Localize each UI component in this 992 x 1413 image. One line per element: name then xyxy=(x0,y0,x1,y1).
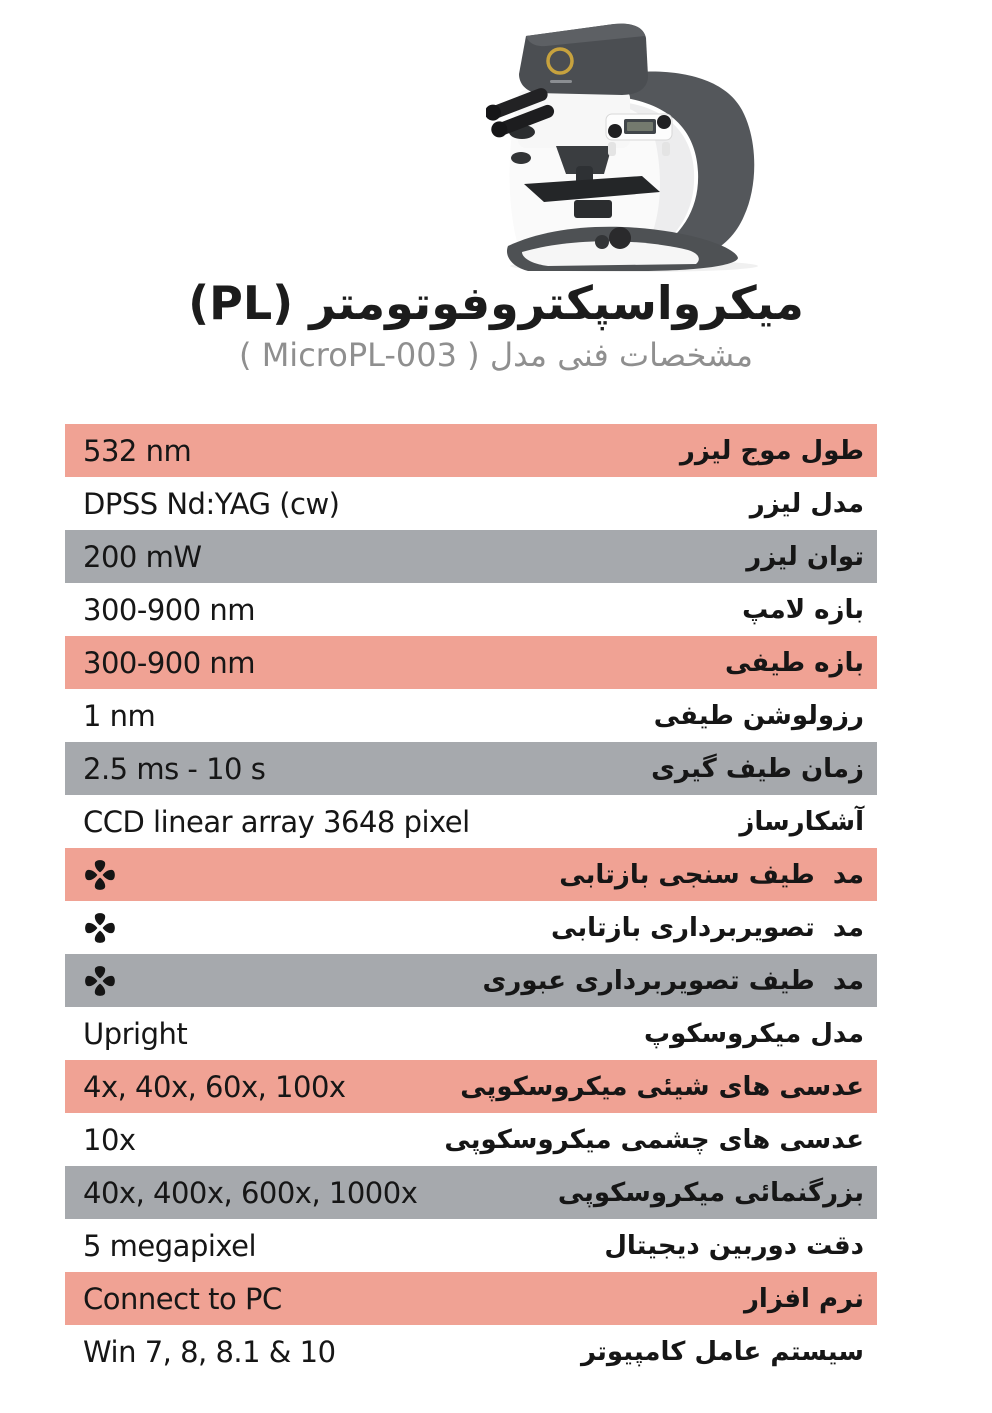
spec-label: مد طیف سنجی بازتابی xyxy=(559,859,864,890)
spec-value: CCD linear array 3648 pixel xyxy=(83,804,470,839)
spec-label: رزولوشن طیفی xyxy=(653,700,864,731)
spec-value: 300-900 nm xyxy=(83,592,256,627)
spec-row xyxy=(65,1060,877,1113)
four-petal-asterisk-icon xyxy=(83,964,117,998)
spec-label: زمان طیف گیری xyxy=(651,753,864,784)
spec-row xyxy=(65,477,877,530)
spec-value: Upright xyxy=(83,1016,188,1051)
spec-label: دقت دوربین دیجیتال xyxy=(604,1230,864,1261)
four-petal-asterisk-icon xyxy=(83,911,117,945)
spec-label: طول موج لیزر xyxy=(679,435,864,466)
spec-label: نرم افزار xyxy=(743,1283,864,1314)
four-petal-asterisk-icon xyxy=(65,858,117,892)
spec-label: سیستم عامل کامپیوتر xyxy=(580,1336,864,1367)
spec-row xyxy=(65,424,877,477)
page-subtitle: مشخصات فنی مدل ( MicroPL-003 ) xyxy=(239,336,753,374)
spec-value: 40x, 400x, 600x, 1000x xyxy=(83,1175,418,1210)
spec-value: 4x, 40x, 60x, 100x xyxy=(83,1069,346,1104)
spec-label: مد تصویربرداری بازتابی xyxy=(551,912,864,943)
spec-row xyxy=(65,742,877,795)
spec-row xyxy=(65,954,877,1007)
spec-value: DPSS Nd:YAG (cw) xyxy=(83,486,340,521)
spec-table xyxy=(65,424,877,1378)
spec-row xyxy=(65,530,877,583)
spec-row xyxy=(65,1007,877,1060)
spec-row xyxy=(65,795,877,848)
spec-value: 1 nm xyxy=(83,698,156,733)
spec-row xyxy=(65,1325,877,1378)
spec-label: عدسی های شیئی میکروسکوپی xyxy=(460,1071,864,1102)
spec-row xyxy=(65,1166,877,1219)
spec-value: 5 megapixel xyxy=(83,1228,257,1263)
spec-value: Connect to PC xyxy=(83,1281,282,1316)
spec-label: بازه لامپ xyxy=(742,594,864,625)
spec-value: 300-900 nm xyxy=(83,645,256,680)
four-petal-asterisk-icon xyxy=(65,911,117,945)
microscope-illustration xyxy=(486,14,782,276)
spec-label: توان لیزر xyxy=(746,541,864,572)
spec-value: 532 nm xyxy=(83,433,192,468)
spec-label: مد طیف تصویربرداری عبوری xyxy=(482,965,864,996)
spec-label: مدل میکروسکوپ xyxy=(643,1018,864,1049)
page-title: میکرواسپکتروفوتومتر (PL) xyxy=(188,276,804,330)
spec-row xyxy=(65,583,877,636)
spec-row xyxy=(65,1272,877,1325)
spec-row xyxy=(65,636,877,689)
spec-row xyxy=(65,689,877,742)
spec-row xyxy=(65,901,877,954)
spec-row xyxy=(65,848,877,901)
spec-label: بازه طیفی xyxy=(724,647,864,678)
four-petal-asterisk-icon xyxy=(83,858,117,892)
spec-label: آشکارساز xyxy=(739,806,864,837)
microscope-image xyxy=(486,14,782,276)
spec-value: 2.5 ms - 10 s xyxy=(83,751,266,786)
spec-row xyxy=(65,1219,877,1272)
spec-value: Win 7, 8, 8.1 & 10 xyxy=(83,1334,336,1369)
four-petal-asterisk-icon xyxy=(65,964,117,998)
spec-label: بزرگنمائی میکروسکوپی xyxy=(557,1177,864,1208)
spec-value: 200 mW xyxy=(83,539,202,574)
spec-row xyxy=(65,1113,877,1166)
spec-label: مدل لیزر xyxy=(749,488,864,519)
spec-value: 10x xyxy=(83,1122,136,1157)
spec-label: عدسی های چشمی میکروسکوپی xyxy=(444,1124,864,1155)
